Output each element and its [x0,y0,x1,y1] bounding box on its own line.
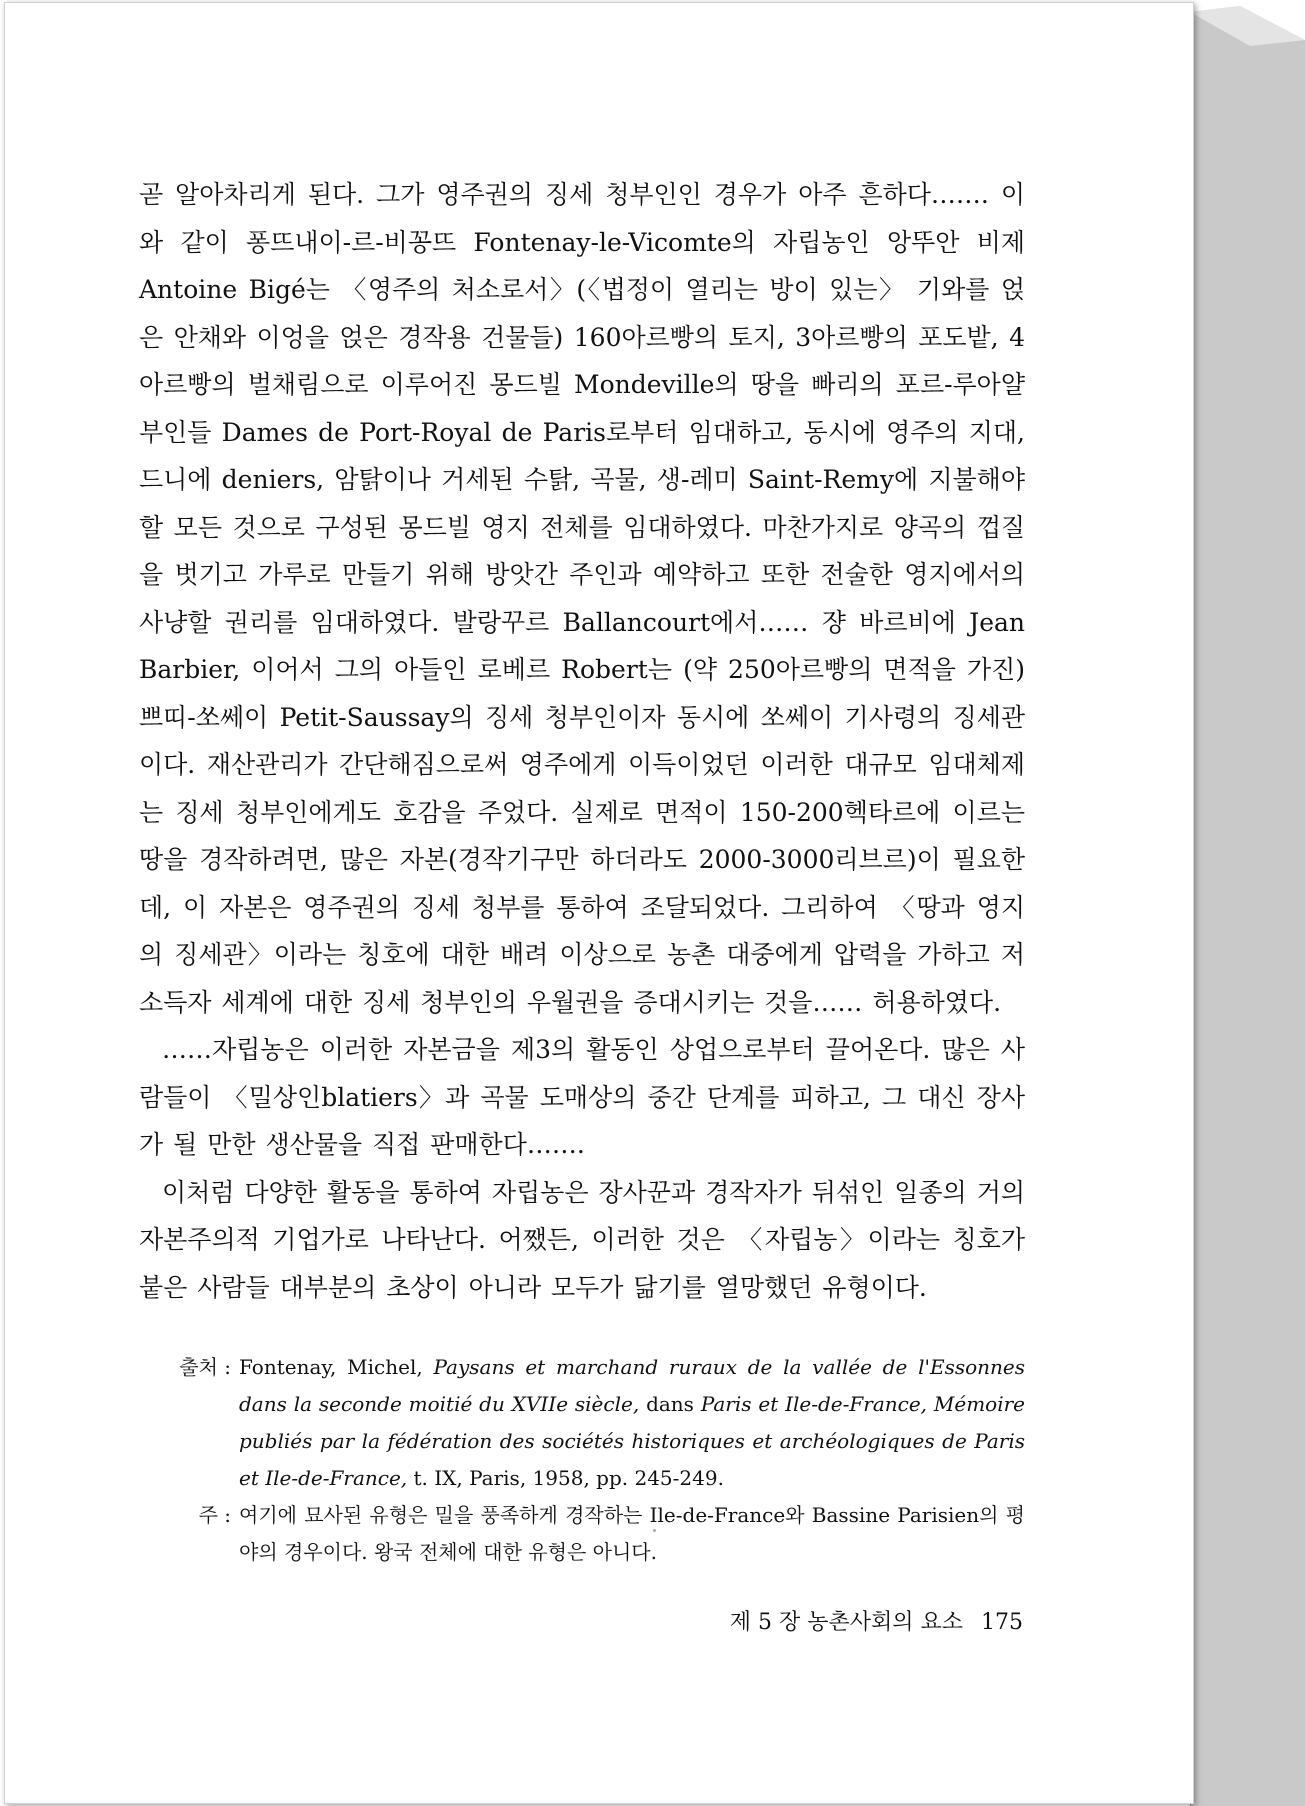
source-note-body [239,1349,1025,1497]
remark-note [139,1497,1025,1571]
source-note-label: 출처 : [179,1355,231,1379]
source-title: Paysans et marchand ruraux de la vallée de l'Essonnes dans la seconde moitié du XVIIe siècle, [239,1355,1025,1416]
scan-speck [653,1529,656,1532]
source-author: Fontenay, Michel, [239,1355,423,1379]
chapter-title: 제 5 장 농촌사회의 요소 [729,1610,963,1635]
body-paragraph-3: 이처럼 다양한 활동을 통하여 자립농은 장사꾼과 경작자가 뒤섞인 일종의 거의 자본주의적 기업가로 나타난다. 어쨌든, 이러한 것은 〈자립농〉이라는 칭호가 붙은 사람들 대부분의 초상이 아니라 모두가 닮기를 열망했던 유형이다. [139,1177,1025,1302]
remark-note-text: 여기에 묘사된 유형은 밀을 풍족하게 경작하는 Ile-de-France와 Bassine Parisien의 평야의 경우이다. 왕국 전체에 대한 유형은 아니다. [239,1503,1025,1564]
book-page [4,2,1194,1804]
source-note [139,1349,1025,1497]
notes-section [139,1349,1025,1571]
remark-note-label: 주 : [198,1503,231,1527]
source-collection: Paris et Ile-de-France, Mémoire publiés par la fédération des sociétés historiques et archéologiques de Paris et Ile-de-France, [239,1392,1026,1490]
source-in-word: dans [646,1392,694,1416]
page-number: 175 [981,1610,1023,1635]
book-edge [1190,0,1305,1806]
page-content [139,171,1025,1571]
page-footer [730,1605,1023,1636]
body-paragraph-2: ……자립농은 이러한 자본금을 제3의 활동인 상업으로부터 끌어온다. 많은 사람들이 〈밀상인blatiers〉과 곡물 도매상의 중간 단계를 피하고, 그 대신 장사가 될 만한 생산물을 직접 판매한다……. [139,1035,1025,1159]
body-paragraph-1: 곧 알아차리게 된다. 그가 영주권의 징세 청부인인 경우가 아주 흔하다……. 이와 같이 퐁뜨내이-르-비꽁뜨 Fontenay-le-Vicomte의 자립농인 앙뚜안 비제 Antoine Bigé는 〈영주의 처소로서〉(〈법정이 열리는 방이 있는〉 기와를 얹은 안채와 이엉을 얹은 경작용 건물들) 160아르빵의 토지, 3아르빵의 포도밭, 4아르빵의 벌채림으로 이루어진 몽드빌 Mondeville의 땅을 빠리의 포르-루아얄 부인들 Dames de Port-Royal de Paris로부터 임대하고, 동시에 영주의 지대, 드니에 deniers, 암탉이나 거세된 수탉, 곡물, 생-레미 Saint-Remy에 지불해야 할 모든 것으로 구성된 몽드빌 영지 전체를 임대하였다. 마찬가지로 양곡의 껍질을 벗기고 가루로 만들기 위해 방앗간 주인과 예약하고 또한 전술한 영지에서의 사냥할 권리를 임대하였다. 발랑꾸르 Ballancourt에서…… 쟝 바르비에 Jean Barbier, 이어서 그의 아들인 로베르 Robert는 (약 250아르빵의 면적을 가진) 쁘띠-쏘쎄이 Petit-Saussay의 징세 청부인이자 동시에 쏘쎄이 기사령의 징세관이다. 재산관리가 간단해짐으로써 영주에게 이득이었던 이러한 대규모 임대체제는 징세 청부인에게도 호감을 주었다. 실제로 면적이 150-200헥타르에 이르는 땅을 경작하려면, 많은 자본(경작기구만 하더라도 2000-3000리브르)이 필요한데, 이 자본은 영주권의 징세 청부를 통하여 조달되었다. 그리하여 〈땅과 영지의 징세관〉이라는 칭호에 대한 배려 이상으로 농촌 대중에게 압력을 가하고 저소득자 세계에 대한 징세 청부인의 우월권을 증대시키는 것을…… 허용하였다. [139,180,1025,1017]
source-details: t. IX, Paris, 1958, pp. 245-249. [413,1466,724,1490]
